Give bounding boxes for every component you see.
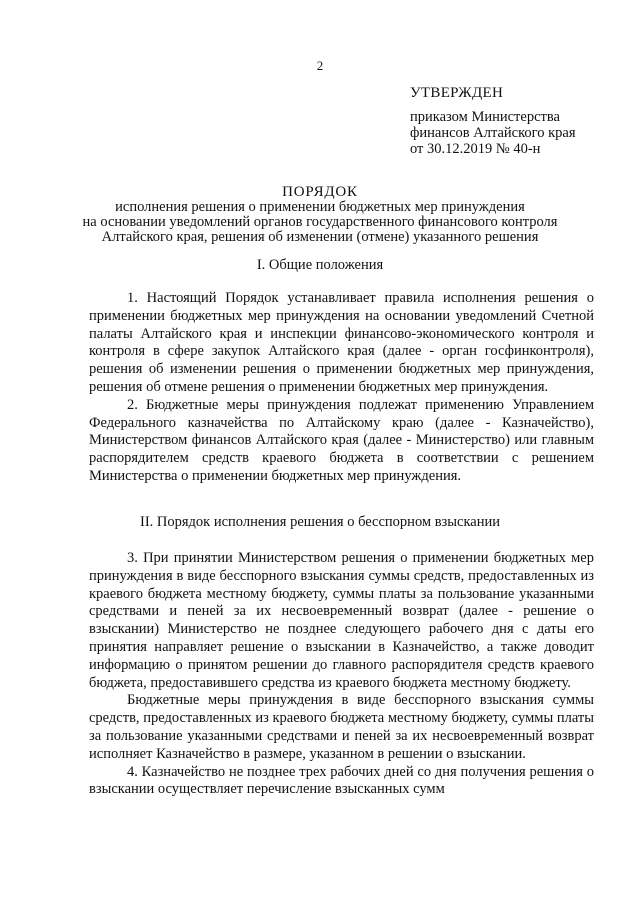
section-heading-general: I. Общие положения: [256, 257, 384, 273]
section-collection-body: [89, 550, 594, 799]
title-line: исполнения решения о применении бюджетных мер принуждения: [115, 199, 525, 215]
approval-line: финансов Алтайского края: [410, 125, 576, 141]
paragraph: 4. Казначейство не позднее трех рабочих дней со дня получения решения о взыскании осуществляет перечисление взысканных сумм: [89, 763, 594, 798]
section-heading-collection: II. Порядок исполнения решения о бесспорном взыскании: [139, 514, 501, 530]
paragraph: 3. При принятии Министерством решения о применении бюджетных мер принуждения в виде бесспорного взыскания суммы средств, предоставленных из краевого бюджета местному бюджету, суммы платы за пользование указанными средствами и пеней за их несвоевременный возврат (далее - решение о взыскании) Министерство не позднее следующего рабочего дня с даты его принятия направляет решение о взыскании в Казначейство, а также доводит информацию о принятом решении до главного распорядителя средств краевого бюджета, предоставившего средства из краевого бюджета местному бюджету.: [89, 550, 594, 691]
approval-block: [410, 85, 630, 157]
title-line: на основании уведомлений органов государственного финансового контроля: [82, 214, 558, 230]
approval-line: приказом Министерства: [410, 109, 560, 125]
title-main: ПОРЯДОК: [282, 184, 358, 200]
document-title: [0, 185, 640, 245]
approval-heading: УТВЕРЖДЕН: [410, 85, 504, 101]
paragraph: 2. Бюджетные меры принуждения подлежат применению Управлением Федерального казначейства по Алтайскому краю (далее - Казначейство), Министерством финансов Алтайского края (далее - Министерство) или главным распорядителем средств краевого бюджета в соответствии с решением Министерства о применении бюджетных мер принуждения.: [89, 396, 594, 484]
title-line: Алтайского края, решения об изменении (отмене) указанного решения: [101, 229, 539, 245]
approval-line: от 30.12.2019 № 40-н: [410, 141, 541, 157]
page-number: 2: [316, 58, 324, 73]
paragraph: 1. Настоящий Порядок устанавливает правила исполнения решения о применении бюджетных мер принуждения на основании уведомлений Счетной палаты Алтайского края и инспекции финансово-экономического контроля и контроля в сфере закупок Алтайского края (далее - орган госфинконтроля), решения об изменении решения о применении бюджетных мер принуждения, решения об отмене решения о применении бюджетных мер принуждения.: [89, 290, 594, 395]
paragraph: Бюджетные меры принуждения в виде бесспорного взыскания суммы средств, предоставленных из краевого бюджета местному бюджету, суммы платы за пользование указанными средствами и пеней за их несвоевременный возврат исполняет Казначейство в размере, указанном в решении о взыскании.: [89, 692, 594, 762]
section-general-body: [89, 290, 594, 486]
